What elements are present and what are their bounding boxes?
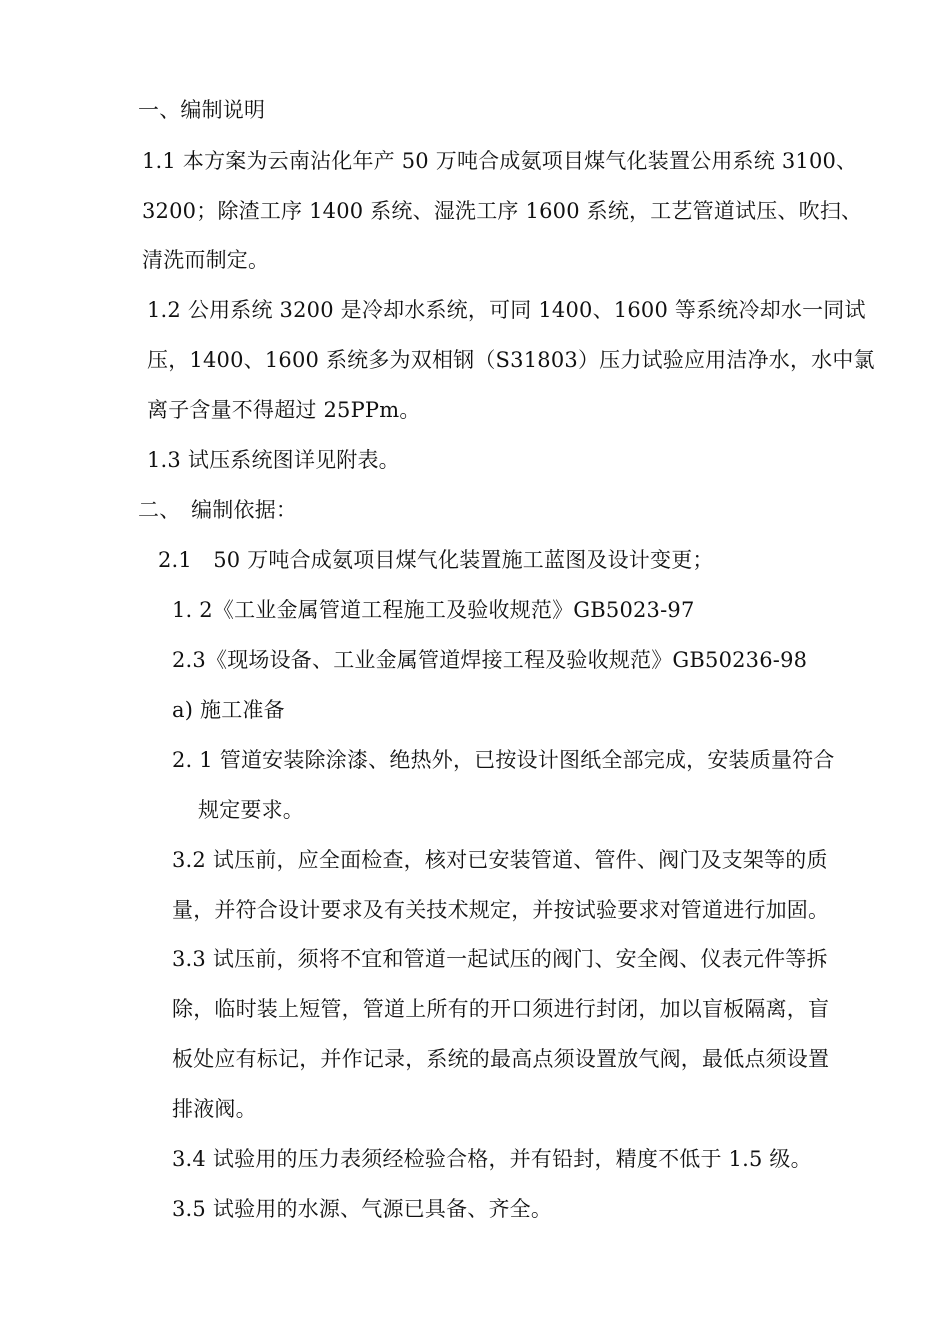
paragraph-line: 量，并符合设计要求及有关技术规定，并按试验要求对管道进行加固。 <box>172 898 830 922</box>
paragraph-line: 1.3 试压系统图详见附表。 <box>147 448 400 472</box>
section-heading-2: 二、 编制依据： <box>138 498 298 522</box>
paragraph-line: 2.1 50 万吨合成氨项目煤气化装置施工蓝图及设计变更； <box>158 548 714 572</box>
paragraph-line: 除，临时装上短管，管道上所有的开口须进行封闭，加以盲板隔离，盲 <box>172 997 830 1021</box>
paragraph-line: 3.3 试压前，须将不宜和管道一起试压的阀门、安全阀、仪表元件等拆 <box>172 947 828 971</box>
paragraph-line: 3.4 试验用的压力表须经检验合格，并有铅封，精度不低于 1.5 级。 <box>172 1147 812 1171</box>
paragraph-line: 离子含量不得超过 25PPm。 <box>147 398 421 422</box>
paragraph-line: 3.5 试验用的水源、气源已具备、齐全。 <box>172 1197 553 1221</box>
paragraph-line: 3200；除渣工序 1400 系统、湿洗工序 1600 系统，工艺管道试压、吹扫、 <box>142 199 863 223</box>
paragraph-line: 1.2 公用系统 3200 是冷却水系统，可同 1400、1600 等系统冷却水一同试 <box>147 298 866 322</box>
paragraph-line: 压，1400、1600 系统多为双相钢（S31803）压力试验应用洁净水，水中氯 <box>147 348 875 372</box>
paragraph-line: 板处应有标记，并作记录，系统的最高点须设置放气阀，最低点须设置 <box>172 1047 830 1071</box>
paragraph-line: 3.2 试压前，应全面检查，核对已安装管道、管件、阀门及支架等的质 <box>172 848 828 872</box>
paragraph-line: 2. 1 管道安装除涂漆、绝热外，已按设计图纸全部完成，安装质量符合 <box>172 748 835 772</box>
paragraph-line: 2.3《现场设备、工业金属管道焊接工程及验收规范》GB50236-98 <box>172 648 808 672</box>
paragraph-line: 排液阀。 <box>172 1097 257 1121</box>
section-heading-1: 一、编制说明 <box>138 98 266 122</box>
paragraph-line: 1.1 本方案为云南沾化年产 50 万吨合成氨项目煤气化装置公用系统 3100、 <box>142 149 858 173</box>
paragraph-line: 清洗而制定。 <box>142 248 270 272</box>
paragraph-line: 规定要求。 <box>198 798 304 822</box>
paragraph-line: 1. 2《工业金属管道工程施工及验收规范》GB5023-97 <box>172 598 695 622</box>
subheading-line: a) 施工准备 <box>172 698 285 722</box>
